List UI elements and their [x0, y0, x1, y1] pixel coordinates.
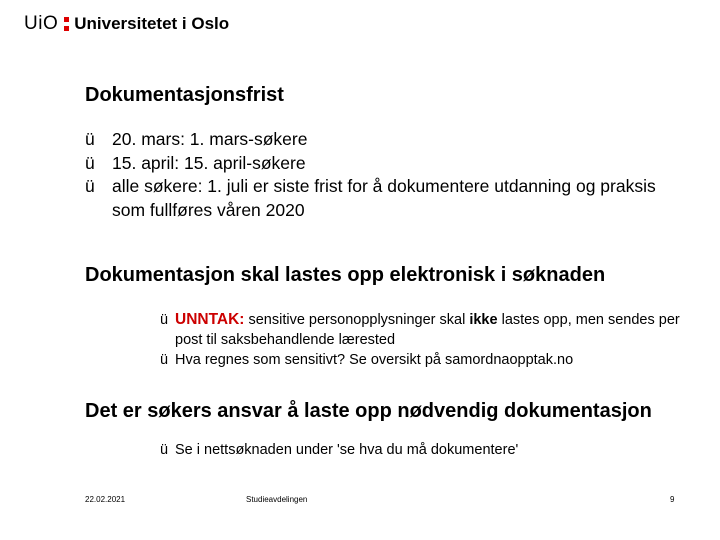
list-item-text: 15. april: 15. april-søkere: [112, 152, 306, 173]
list-item: [85, 175, 685, 222]
footer-date: 22.02.2021: [85, 495, 126, 504]
list-item-text: 20. mars: 1. mars-søkere: [112, 129, 308, 149]
exception-text: sensitive personopplysninger skal: [244, 312, 470, 328]
list-item: [85, 152, 685, 176]
exception-emphasis: ikke: [469, 312, 498, 328]
list-item: [160, 310, 680, 350]
list-item: [160, 440, 680, 460]
responsibility-list: [160, 440, 680, 460]
logo-uio-text: UiO: [24, 13, 59, 34]
upload-list: [160, 310, 680, 370]
list-item: [85, 128, 685, 152]
section-heading-responsibility: Det er søkers ansvar å laste opp nødvendig dokumentasjon: [85, 400, 652, 422]
list-item: [160, 350, 680, 370]
check-icon: ü: [160, 442, 169, 458]
check-icon: ü: [85, 176, 95, 196]
list-item-text: Se i nettsøknaden under 'se hva du må dokumentere': [175, 442, 519, 458]
footer-page-number: 9: [670, 495, 675, 504]
logo-colon-icon: [64, 17, 69, 31]
section-heading-deadline: Dokumentasjonsfrist: [85, 84, 284, 106]
uio-logo: [24, 13, 229, 35]
list-item-text: alle søkere: 1. juli er siste frist for å dokumentere utdanning og praksis som fullføres våren 2020: [112, 176, 656, 220]
logo-university-name: Universitetet i Oslo: [74, 14, 230, 33]
list-item-text: Hva regnes som sensitivt? Se oversikt på samordnaopptak.no: [175, 352, 574, 368]
check-icon: ü: [85, 129, 95, 149]
check-icon: ü: [160, 312, 169, 328]
section-heading-upload: Dokumentasjon skal lastes opp elektronisk i søknaden: [85, 264, 606, 286]
deadline-list: [85, 128, 685, 222]
check-icon: ü: [85, 152, 95, 173]
check-icon: ü: [160, 352, 169, 368]
exception-label: UNNTAK:: [175, 311, 245, 328]
footer-department: Studieavdelingen: [246, 495, 308, 504]
exception-text-end: lastes opp, men sendes per post til saksbehandlende lærested: [175, 312, 680, 348]
